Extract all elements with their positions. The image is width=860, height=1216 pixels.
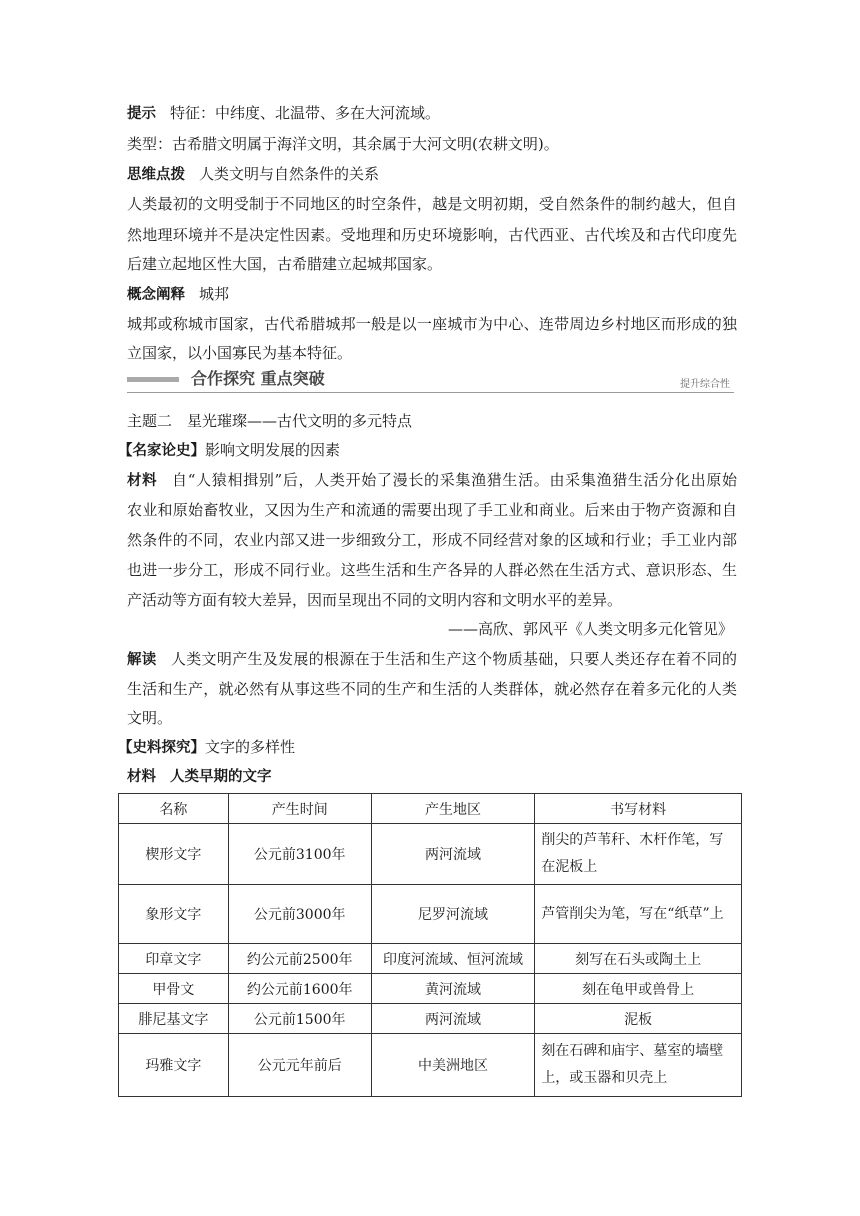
table-row [119, 944, 742, 974]
hint-label: 提示 [127, 106, 156, 122]
history-material [127, 766, 737, 787]
thinking-line: 后建立起地区性大国，古希腊建立起城邦国家。 [127, 255, 443, 273]
table-cell: 刻写在石头或陶土上 [535, 944, 742, 974]
concept-line: 城邦或称城市国家，古代希腊城邦一般是以一座城市为中心、连带周边乡村地区而形成的独 [127, 315, 737, 333]
table-cell: 印度河流域、恒河流域 [371, 944, 535, 974]
history-title: 文字的多样性 [205, 738, 296, 756]
scholar-line: 也进一步分工，形成不同行业。这些生活和生产各异的人群必然在生活方式、意识形态、生 [127, 561, 737, 579]
thinking-line: 然地理环境并不是决定性因素。受地理和历史环境影响，古代西亚、古代埃及和古代印度先 [127, 226, 737, 244]
material-label: 材料 [127, 473, 158, 489]
scholar-label: 【名家论史】 [118, 443, 205, 459]
table-cell: 尼罗河流域 [371, 885, 535, 944]
table-cell: 芦管削尖为笔，写在“纸草”上 [535, 885, 742, 944]
table-cell: 约公元前2500年 [228, 944, 371, 974]
table-cell: 腓尼基文字 [119, 1004, 229, 1034]
table-cell: 印章文字 [119, 944, 229, 974]
section-banner [127, 368, 734, 393]
types-line: 类型：古希腊文明属于海洋文明，其余属于大河文明(农耕文明)。 [127, 135, 559, 153]
table-cell: 甲骨文 [119, 974, 229, 1004]
concept-label: 概念阐释 [127, 287, 185, 303]
scholar-line-text: 自“人猿相揖别”后，人类开始了漫长的采集渔猎生活。由采集渔猎生活分化出原始 [171, 471, 738, 489]
interpret-line-text: 人类文明产生及发展的根源在于生活和生产这个物质基础，只要人类还存在着不同的 [170, 650, 737, 668]
scholar-line: 产活动等方面有较大差异，因而呈现出不同的文明内容和文明水平的差异。 [127, 591, 623, 609]
table-cell: 削尖的芦苇秆、木杆作笔，写在泥板上 [535, 824, 742, 885]
topic-title: 主题二 星光璀璨——古代文明的多元特点 [127, 412, 413, 430]
table-cell: 楔形文字 [119, 824, 229, 885]
thinking-title: 人类文明与自然条件的关系 [199, 165, 380, 183]
table-cell: 黄河流域 [371, 974, 535, 1004]
hint-text: 特征：中纬度、北温带、多在大河流域。 [170, 104, 441, 122]
table-row [119, 974, 742, 1004]
table-header: 产生时间 [228, 794, 371, 824]
table-cell: 玛雅文字 [119, 1034, 229, 1097]
table-cell: 约公元前1600年 [228, 974, 371, 1004]
hint-line [127, 103, 737, 124]
interpret-label: 解读 [127, 652, 157, 668]
banner-hint: 提升综合性 [680, 379, 730, 390]
table-cell: 两河流域 [371, 1004, 535, 1034]
table-cell: 公元前3000年 [228, 885, 371, 944]
writing-table [118, 793, 742, 1097]
table-cell: 刻在龟甲或兽骨上 [535, 974, 742, 1004]
banner-bar [127, 377, 179, 382]
table-row [119, 1034, 742, 1097]
table-cell: 公元前3100年 [228, 824, 371, 885]
interpret-line: 生活和生产，就必然有从事这些不同的生产和生活的人类群体，就必然存在着多元化的人类 [127, 680, 737, 698]
thinking-label: 思维点拨 [127, 167, 185, 183]
banner-title: 合作探究 重点突破 [191, 369, 325, 388]
table-cell: 两河流域 [371, 824, 535, 885]
table-header: 产生地区 [371, 794, 535, 824]
table-cell: 刻在石碑和庙宇、墓室的墙壁上，或玉器和贝壳上 [535, 1034, 742, 1097]
interpret-line [127, 649, 737, 670]
table-header: 名称 [119, 794, 229, 824]
scholar-title: 影响文明发展的因素 [205, 441, 341, 459]
scholar-heading [118, 440, 728, 461]
concept-title: 城邦 [199, 285, 230, 303]
table-cell: 中美洲地区 [371, 1034, 535, 1097]
scholar-source: ——高欣、郭风平《人类文明多元化管见》 [447, 620, 733, 638]
table-row [119, 824, 742, 885]
history-material-title: 人类早期的文字 [170, 769, 272, 785]
table-row [119, 885, 742, 944]
interpret-line: 文明。 [127, 709, 173, 727]
table-header-row [119, 794, 742, 824]
scholar-line: 农业和原始畜牧业，又因为生产和流通的需要出现了手工业和商业。后来由于物产资源和自 [127, 501, 737, 519]
table-row [119, 1004, 742, 1034]
table-cell: 公元前1500年 [228, 1004, 371, 1034]
scholar-line [127, 470, 737, 491]
thinking-line: 人类最初的文明受制于不同地区的时空条件，越是文明初期，受自然条件的制约越大，但自 [127, 195, 737, 213]
table-header: 书写材料 [535, 794, 742, 824]
table-cell: 公元元年前后 [228, 1034, 371, 1097]
history-material-label: 材料 [127, 769, 156, 785]
thinking-heading [127, 164, 737, 185]
history-label: 【史料探究】 [118, 740, 205, 756]
concept-heading [127, 284, 737, 305]
history-heading [118, 737, 728, 758]
table-cell: 象形文字 [119, 885, 229, 944]
table-cell: 泥板 [535, 1004, 742, 1034]
concept-line: 立国家，以小国寡民为基本特征。 [127, 344, 353, 362]
scholar-line: 然条件的不同，农业内部又进一步细致分工，形成不同经营对象的区域和行业；手工业内部 [127, 531, 737, 549]
